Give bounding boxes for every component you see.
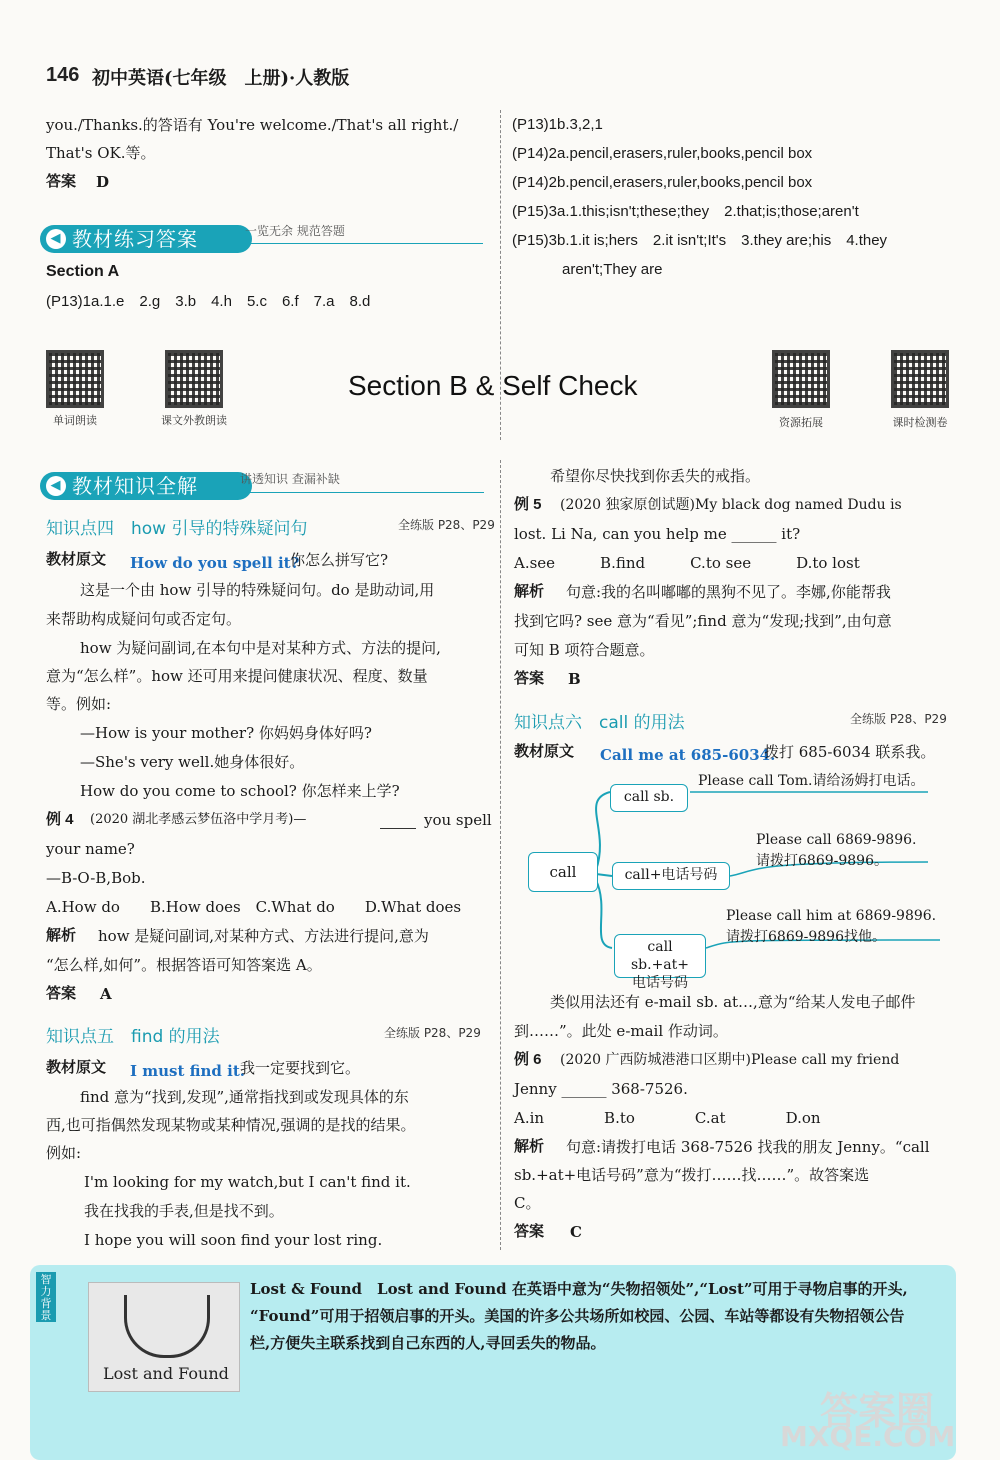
qr-code[interactable] <box>772 350 830 408</box>
orig4-cn: 你怎么拼写它? <box>290 551 389 569</box>
qr-label: 课文外教朗读 <box>161 414 227 427</box>
footer-text: “Found”可用于招领启事的开头。美国的许多公共场所如校园、公园、车站等都设有失物招领公告 <box>250 1307 905 1325</box>
answer-label: 答案 <box>46 173 77 190</box>
text-line: —She's very well.她身体很好。 <box>80 753 305 771</box>
banner-note: 讲透知识 查漏补缺 <box>240 472 340 486</box>
book-title: 初中英语(七年级 上册)·人教版 <box>92 68 350 89</box>
text-line: (P14)2b.pencil,erasers,ruler,books,pencil box <box>512 174 813 191</box>
qr-label: 课时检测卷 <box>892 416 948 429</box>
column-divider <box>500 460 501 1250</box>
answer-label: 答案 <box>46 985 77 1002</box>
text-line: I hope you will soon find your lost ring. <box>84 1231 383 1249</box>
options-line: A.How do B.How does C.What do D.What does <box>46 898 462 916</box>
banner-knowledge <box>40 472 252 500</box>
text-line: your name? <box>46 840 135 858</box>
banner-label: 教材知识全解 <box>72 474 198 498</box>
branch-line: 电话号码 <box>632 975 688 991</box>
answer-value: B <box>568 670 581 688</box>
text-line: find 意为“找到,发现”,通常指找到或发现具体的东 <box>80 1088 409 1106</box>
mind-map-example: Please call him at 6869-9896. <box>726 908 937 924</box>
footer-text: Lost & Found Lost and Found 在英语中意为“失物招领处”,“Lost”可用于寻物启事的开头, <box>250 1280 908 1298</box>
section-label: Section A <box>46 263 120 280</box>
text-line: how 是疑问副词,对某种方式、方法进行提问,意为 <box>98 927 429 945</box>
kp4-ref: 全练版 P28、P29 <box>398 518 495 532</box>
mind-map-branch: call+电话号码 <box>612 862 730 890</box>
text-line: you spell <box>424 811 492 829</box>
qr-label: 单词朗读 <box>53 414 97 427</box>
answer-value: D <box>96 173 110 191</box>
text-line: aren't;They are <box>562 261 663 278</box>
section-title: Section B & Self Check <box>348 370 638 401</box>
text-line: 这是一个由 how 引导的特殊疑问句。do 是助动词,用 <box>80 581 435 599</box>
text-line: 来帮助构成疑问句或否定句。 <box>46 610 242 628</box>
divider <box>232 492 484 493</box>
mind-map-example: 请拨打6869-9896找他。 <box>726 929 886 945</box>
mind-map-example: 请拨打6869-9896。 <box>756 853 888 869</box>
text-line: —B-O-B,Bob. <box>46 869 146 887</box>
text-line: 西,也可指偶然发现某物或某种情况,强调的是找的结果。 <box>46 1116 416 1134</box>
example-label: 例 6 <box>514 1051 542 1068</box>
orig-label: 教材原文 <box>46 551 107 568</box>
analysis-label: 解析 <box>514 583 545 600</box>
orig4-en: How do you spell it? <box>130 554 300 572</box>
text-line: lost. Li Na, can you help me ______ it? <box>514 525 801 543</box>
text-line: 例如: <box>46 1144 82 1162</box>
qr-code[interactable] <box>46 350 104 408</box>
answer-value: A <box>100 985 112 1003</box>
image-caption: Lost and Found <box>103 1364 229 1383</box>
options-line: A.see B.find C.to see D.to lost <box>514 554 860 572</box>
mind-map-example: Please call Tom.请给汤姆打电话。 <box>698 773 925 789</box>
orig-label: 教材原文 <box>514 743 575 760</box>
text-line: 希望你尽快找到你丢失的戒指。 <box>550 467 761 485</box>
text-line: 我在找我的手表,但是找不到。 <box>84 1202 284 1220</box>
banner-label: 教材练习答案 <box>72 227 198 251</box>
answer-label: 答案 <box>514 670 545 687</box>
qr-label: 资源拓展 <box>779 416 823 429</box>
text-line: Jenny ______ 368-7526. <box>514 1080 688 1098</box>
mind-map-center: call <box>528 852 598 892</box>
text-line: (P15)3a.1.this;isn't;these;they 2.that;is;those;aren't <box>512 203 859 220</box>
orig6-cn: 拨打 685-6034 联系我。 <box>764 743 936 761</box>
footer-text: 栏,方便失主联系找到自己东西的人,寻回丢失的物品。 <box>250 1334 606 1352</box>
text-line: (P15)3b.1.it is;hers 2.it isn't;It's 3.they are;his 4.they <box>512 232 888 249</box>
text-line: how 为疑问副词,在本句中是对某种方式、方法的提问, <box>80 639 441 657</box>
bag-shape <box>124 1295 210 1358</box>
megaphone-icon: ◀ <box>46 229 66 249</box>
text-line: I'm looking for my watch,but I can't find it. <box>84 1173 411 1191</box>
text-line: That's OK.等。 <box>46 144 156 162</box>
kp5-title: 知识点五 find 的用法 <box>46 1027 220 1047</box>
orig5-cn: 我一定要找到它。 <box>240 1059 361 1077</box>
qr-code[interactable] <box>891 350 949 408</box>
mind-map-example: Please call 6869-9896. <box>756 832 917 848</box>
text-line: “怎么样,如何”。根据答语可知答案选 A。 <box>46 956 322 974</box>
text-line: —How is your mother? 你妈妈身体好吗? <box>80 724 372 742</box>
analysis-label: 解析 <box>46 927 77 944</box>
watermark-url: MXQE.COM <box>780 1420 956 1453</box>
answer-value: C <box>570 1223 582 1241</box>
text-line: 可知 B 项符合题意。 <box>514 641 655 659</box>
text-line: How do you come to school? 你怎样来上学? <box>80 782 400 800</box>
banner-textbook-answers <box>40 225 252 253</box>
text-line: 意为“怎么样”。how 还可用来提问健康状况、程度、数量 <box>46 667 428 685</box>
text-line: (P13)1b.3,2,1 <box>512 116 603 133</box>
text-line: 到……”。此处 e-mail 作动词。 <box>514 1022 728 1040</box>
kp6-title: 知识点六 call 的用法 <box>514 713 685 733</box>
example-label: 例 4 <box>46 811 74 828</box>
mind-map-branch <box>614 934 706 991</box>
banner-note: 一览无余 规范答题 <box>245 224 345 238</box>
options-line: A.in B.to C.at D.on <box>514 1109 821 1127</box>
text-line: (2020 广西防城港港口区期中)Please call my friend <box>560 1052 900 1068</box>
text-line: 找到它吗? see 意为“看见”;find 意为“发现;找到”,由句意 <box>514 612 892 630</box>
text-line: you./Thanks.的答语有 You're welcome./That's all right./ <box>46 116 459 134</box>
megaphone-icon: ◀ <box>46 476 66 496</box>
orig6-en: Call me at 685-6034. <box>600 746 776 764</box>
text-line: (P14)2a.pencil,erasers,ruler,books,pencil box <box>512 145 813 162</box>
kp5-ref: 全练版 P28、P29 <box>384 1026 481 1040</box>
blank-line <box>380 828 416 829</box>
mind-map-branch: call sb. <box>610 784 688 812</box>
text-line: sb.+at+电话号码”意为“拨打……找……”。故答案选 <box>514 1166 870 1184</box>
text-line: 类似用法还有 e-mail sb. at…,意为“给某人发电子邮件 <box>550 993 916 1011</box>
orig5-en: I must find it. <box>130 1062 245 1080</box>
page-number: 146 <box>46 64 80 86</box>
text-line: (2020 湖北孝感云梦伍洛中学月考)— <box>90 812 307 827</box>
kp4-title: 知识点四 how 引导的特殊疑问句 <box>46 519 308 539</box>
branch-line: call sb.+at+ <box>630 939 690 973</box>
answer-label: 答案 <box>514 1223 545 1240</box>
side-tag: 智力背景 <box>36 1272 56 1322</box>
orig-label: 教材原文 <box>46 1059 107 1076</box>
text-line: (P13)1a.1.e 2.g 3.b 4.h 5.c 6.f 7.a 8.d <box>46 293 371 310</box>
analysis-label: 解析 <box>514 1138 545 1155</box>
text-line: 等。例如: <box>46 695 112 713</box>
qr-code[interactable] <box>165 350 223 408</box>
divider <box>235 243 483 244</box>
text-line: 句意:请拨打电话 368-7526 找我的朋友 Jenny。“call <box>566 1138 930 1156</box>
text-line: 句意:我的名叫嘟嘟的黑狗不见了。李娜,你能帮我 <box>566 583 891 601</box>
text-line: C。 <box>514 1194 541 1212</box>
watermark-logo: 答案圈 <box>820 1389 935 1433</box>
example-label: 例 5 <box>514 496 542 513</box>
text-line: (2020 独家原创试题)My black dog named Dudu is <box>560 497 902 513</box>
kp6-ref: 全练版 P28、P29 <box>850 712 947 726</box>
lost-and-found-image <box>88 1282 240 1392</box>
